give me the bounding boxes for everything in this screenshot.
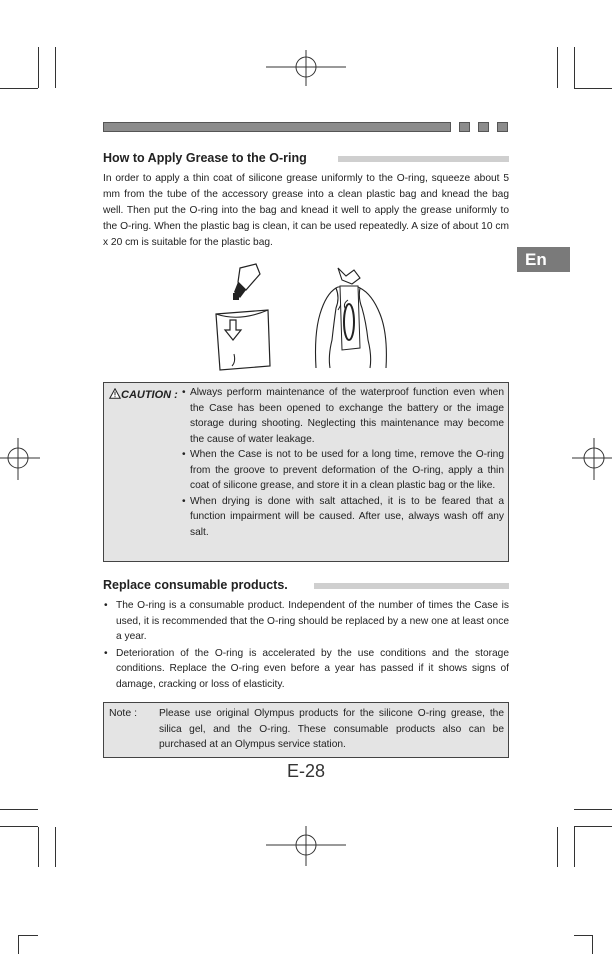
section-heading-consumables: Replace consumable products.: [103, 578, 288, 592]
list-item: • Deterioration of the O-ring is accelerated by the use conditions and the storage conditions. Replace the O-ring even before a year has passed if it shows signs of damage, cracking or loss of elasticity.: [104, 647, 509, 690]
section-heading-grease: How to Apply Grease to the O-ring: [103, 151, 307, 165]
language-tab: En: [517, 247, 570, 272]
page-number: E-28: [286, 761, 326, 781]
registration-target-icon: [266, 50, 346, 86]
note-box: [103, 702, 509, 758]
caution-item: • Always perform maintenance of the waterproof function even when the Case has been opened to exchange the battery or the image storage during shooting. Neglecting this maintenance may become the cause of water leakage.: [182, 387, 504, 445]
hands-kneading-bag-illustration: [312, 264, 390, 370]
heading-rule: [314, 583, 509, 589]
note-label: Note :: [109, 707, 138, 719]
heading-rule: [338, 156, 509, 162]
consumables-list: [103, 598, 509, 693]
grease-instructions-paragraph: In order to apply a thin coat of silicone grease uniformly to the O-ring, squeeze about 5 mm from the tube of the accessory grease into a clean plastic bag and knead the bag well. Then put the O-ring into the bag and knead it well to apply the grease uniformly to the O-ring. When the plastic bag is clean, it can be used repeatedly. A size of about 10 cm x 20 cm is suitable for the plastic bag.: [103, 173, 509, 248]
header-square: [459, 122, 470, 132]
header-square: [478, 122, 489, 132]
grease-tube-into-bag-illustration: [210, 262, 280, 372]
note-text: Please use original Olympus products for the silicone O-ring grease, the silica gel, and the O-ring. These consumable products also can be purchased at an Olympus service station.: [159, 708, 504, 750]
warning-triangle-icon: [109, 388, 121, 399]
caution-box: [103, 382, 509, 562]
caution-item: • When drying is done with salt attached, it is to be feared that a function impairment will be caused. After use, always wash off any salt.: [182, 495, 504, 538]
registration-target-icon: [266, 826, 346, 866]
caution-label: CAUTION :: [109, 388, 178, 401]
caution-list: [182, 385, 504, 540]
caution-item: • When the Case is not to be used for a long time, remove the O-ring from the groove to prevent deformation of the O-ring, apply a thin coat of silicone grease, and store it in a clean plastic bag or the like.: [182, 449, 504, 491]
header-bar: [103, 122, 451, 132]
registration-target-icon: [0, 436, 40, 480]
header-square: [497, 122, 508, 132]
list-item: • The O-ring is a consumable product. Independent of the number of times the Case is used, it is recommended that the O-ring should be replaced by a new one at least once a year.: [104, 600, 509, 642]
registration-target-icon: [572, 436, 612, 480]
